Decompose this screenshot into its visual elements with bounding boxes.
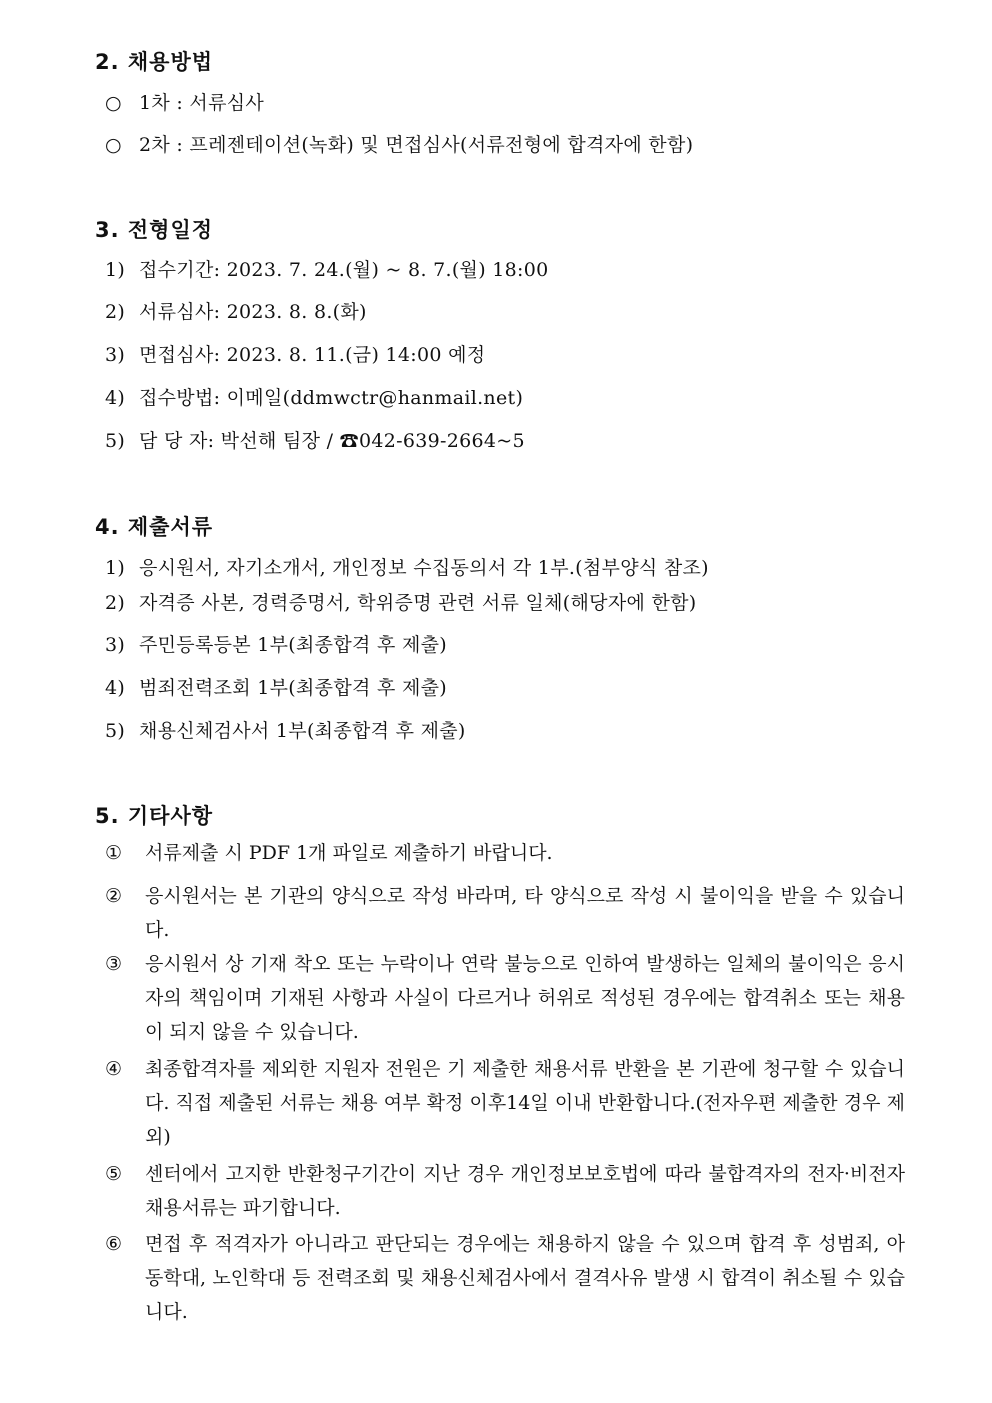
circled-number: ⑥ [105, 1233, 123, 1255]
list-number: 3) [105, 344, 126, 366]
list-item-text: 응시원서 상 기재 착오 또는 누락이나 연락 불능으로 인하여 발생하는 일체의 불이익은 응시자의 책임이며 기재된 사항과 사실이 다르거나 허위로 적성된 경우에는 합격취소 또는 채용이 되지 않을 수 있습니다. [145, 953, 905, 1043]
section-heading-other: 5. 기타사항 [95, 804, 214, 828]
circled-number: ① [105, 842, 123, 864]
bullet-circle-icon: ○ [105, 92, 122, 114]
list-item [105, 340, 485, 367]
list-item-text: 담 당 자: 박선해 팀장 / ☎042-639-2664~5 [139, 430, 525, 452]
list-number: 1) [105, 557, 126, 579]
list-item [105, 553, 709, 580]
section-heading-recruitment-method: 2. 채용방법 [95, 50, 214, 74]
list-number: 2) [105, 592, 126, 614]
list-item [105, 836, 905, 870]
list-item-text: 범죄전력조회 1부(최종합격 후 제출) [139, 677, 447, 699]
list-number: 2) [105, 301, 126, 323]
list-number: 5) [105, 720, 126, 742]
list-item [105, 1227, 905, 1329]
circled-number: ③ [105, 953, 123, 975]
list-item [105, 297, 367, 324]
list-item-text: 자격증 사본, 경력증명서, 학위증명 관련 서류 일체(해당자에 한함) [139, 592, 697, 614]
section-heading-documents: 4. 제출서류 [95, 515, 214, 539]
list-item [105, 588, 697, 615]
list-number: 5) [105, 430, 126, 452]
list-item-text: 면접 후 적격자가 아니라고 판단되는 경우에는 채용하지 않을 수 있으며 합격 후 성범죄, 아동학대, 노인학대 등 전력조회 및 채용신체검사에서 결격사유 발생 시 합격이 취소될 수 있습니다. [145, 1233, 905, 1323]
list-item [105, 88, 264, 115]
list-item [105, 947, 905, 1049]
list-number: 3) [105, 634, 126, 656]
list-item-text: 센터에서 고지한 반환청구기간이 지난 경우 개인정보보호법에 따라 불합격자의 전자·비전자 채용서류는 파기합니다. [145, 1163, 905, 1219]
list-number: 1) [105, 259, 126, 281]
list-item-text: 주민등록등본 1부(최종합격 후 제출) [139, 634, 447, 656]
list-item-text: 채용신체검사서 1부(최종합격 후 제출) [139, 720, 466, 742]
list-item-text: 응시원서, 자기소개서, 개인정보 수집동의서 각 1부.(첨부양식 참조) [139, 557, 709, 579]
list-item [105, 673, 447, 700]
list-item [105, 630, 447, 657]
list-number: 4) [105, 387, 126, 409]
list-item [105, 1052, 905, 1154]
list-item-text: 접수방법: 이메일(ddmwctr@hanmail.net) [139, 387, 524, 409]
circled-number: ⑤ [105, 1163, 123, 1185]
list-item [105, 1157, 905, 1225]
list-item-text: 최종합격자를 제외한 지원자 전원은 기 제출한 채용서류 반환을 본 기관에 청구할 수 있습니다. 직접 제출된 서류는 채용 여부 확정 이후14일 이내 반환합니다.(전자우편 제출한 경우 제외) [145, 1058, 905, 1148]
list-item-text: 서류제출 시 PDF 1개 파일로 제출하기 바랍니다. [145, 842, 553, 864]
list-item-text: 1차 : 서류심사 [139, 92, 265, 114]
list-item [105, 130, 693, 157]
section-heading-schedule: 3. 전형일정 [95, 218, 214, 242]
list-number: 4) [105, 677, 126, 699]
list-item-text: 응시원서는 본 기관의 양식으로 작성 바라며, 타 양식으로 작성 시 불이익을 받을 수 있습니다. [145, 885, 905, 941]
circled-number: ④ [105, 1058, 123, 1080]
list-item [105, 426, 525, 453]
list-item [105, 383, 523, 410]
list-item-text: 서류심사: 2023. 8. 8.(화) [139, 301, 367, 323]
list-item-text: 면접심사: 2023. 8. 11.(금) 14:00 예정 [139, 344, 486, 366]
list-item-text: 2차 : 프레젠테이션(녹화) 및 면접심사(서류전형에 합격자에 한함) [139, 134, 694, 156]
circled-number: ② [105, 885, 123, 907]
list-item [105, 716, 466, 743]
bullet-circle-icon: ○ [105, 134, 122, 156]
list-item [105, 255, 549, 282]
list-item-text: 접수기간: 2023. 7. 24.(월) ~ 8. 7.(월) 18:00 [139, 259, 549, 281]
list-item [105, 879, 905, 947]
